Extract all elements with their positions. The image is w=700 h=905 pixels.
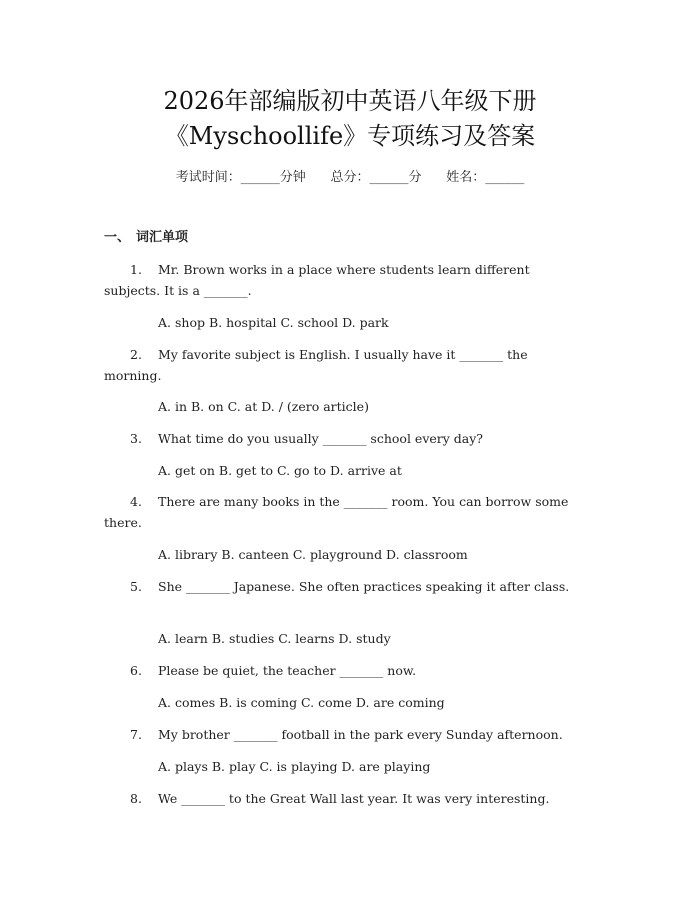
question-number: 6. xyxy=(130,663,142,678)
question-text: Please be quiet, the teacher _______ now. xyxy=(158,663,417,678)
question-1-options: A. shop B. hospital C. school D. park xyxy=(158,315,389,330)
question-text: There are many books in the _______ room. You can borrow some there. xyxy=(104,494,569,530)
question-7 xyxy=(104,724,604,745)
question-text: Mr. Brown works in a place where students learn different subjects. It is a _______. xyxy=(104,262,530,298)
question-6-options: A. comes B. is coming C. come D. are coming xyxy=(158,695,445,710)
question-4 xyxy=(104,491,584,533)
question-number: 4. xyxy=(130,494,142,509)
question-number: 2. xyxy=(130,347,142,362)
page-title-line-1: 2026年部编版初中英语八年级下册 xyxy=(163,87,537,115)
question-text: We _______ to the Great Wall last year. It was very interesting. xyxy=(158,791,550,806)
page-title-line-2: 《Myschoollife》专项练习及答案 xyxy=(164,122,536,150)
question-3 xyxy=(104,428,584,449)
question-4-options: A. library B. canteen C. playground D. classroom xyxy=(158,547,468,562)
question-number: 7. xyxy=(130,727,142,742)
question-number: 1. xyxy=(130,262,142,277)
question-6 xyxy=(104,660,584,681)
section-label: 词汇单项 xyxy=(136,230,189,245)
question-8 xyxy=(104,788,604,809)
question-text: My favorite subject is English. I usually have it _______ the morning. xyxy=(104,347,528,383)
question-text: My brother _______ football in the park every Sunday afternoon. xyxy=(158,727,563,742)
question-text: She _______ Japanese. She often practices speaking it after class. xyxy=(158,579,570,594)
exam-meta: 考试时间：______分钟 总分：______分 姓名：______ xyxy=(175,170,525,185)
question-2 xyxy=(104,344,584,386)
question-1 xyxy=(104,259,584,301)
section-number: 一、 xyxy=(104,230,131,245)
question-number: 8. xyxy=(130,791,142,806)
question-5 xyxy=(104,576,584,597)
question-number: 3. xyxy=(130,431,142,446)
section-heading xyxy=(104,229,188,247)
question-5-options: A. learn B. studies C. learns D. study xyxy=(158,631,391,646)
question-7-options: A. plays B. play C. is playing D. are playing xyxy=(158,759,431,774)
question-text: What time do you usually _______ school every day? xyxy=(158,431,483,446)
question-2-options: A. in B. on C. at D. / (zero article) xyxy=(158,399,369,414)
question-3-options: A. get on B. get to C. go to D. arrive at xyxy=(158,463,402,478)
question-number: 5. xyxy=(130,579,142,594)
